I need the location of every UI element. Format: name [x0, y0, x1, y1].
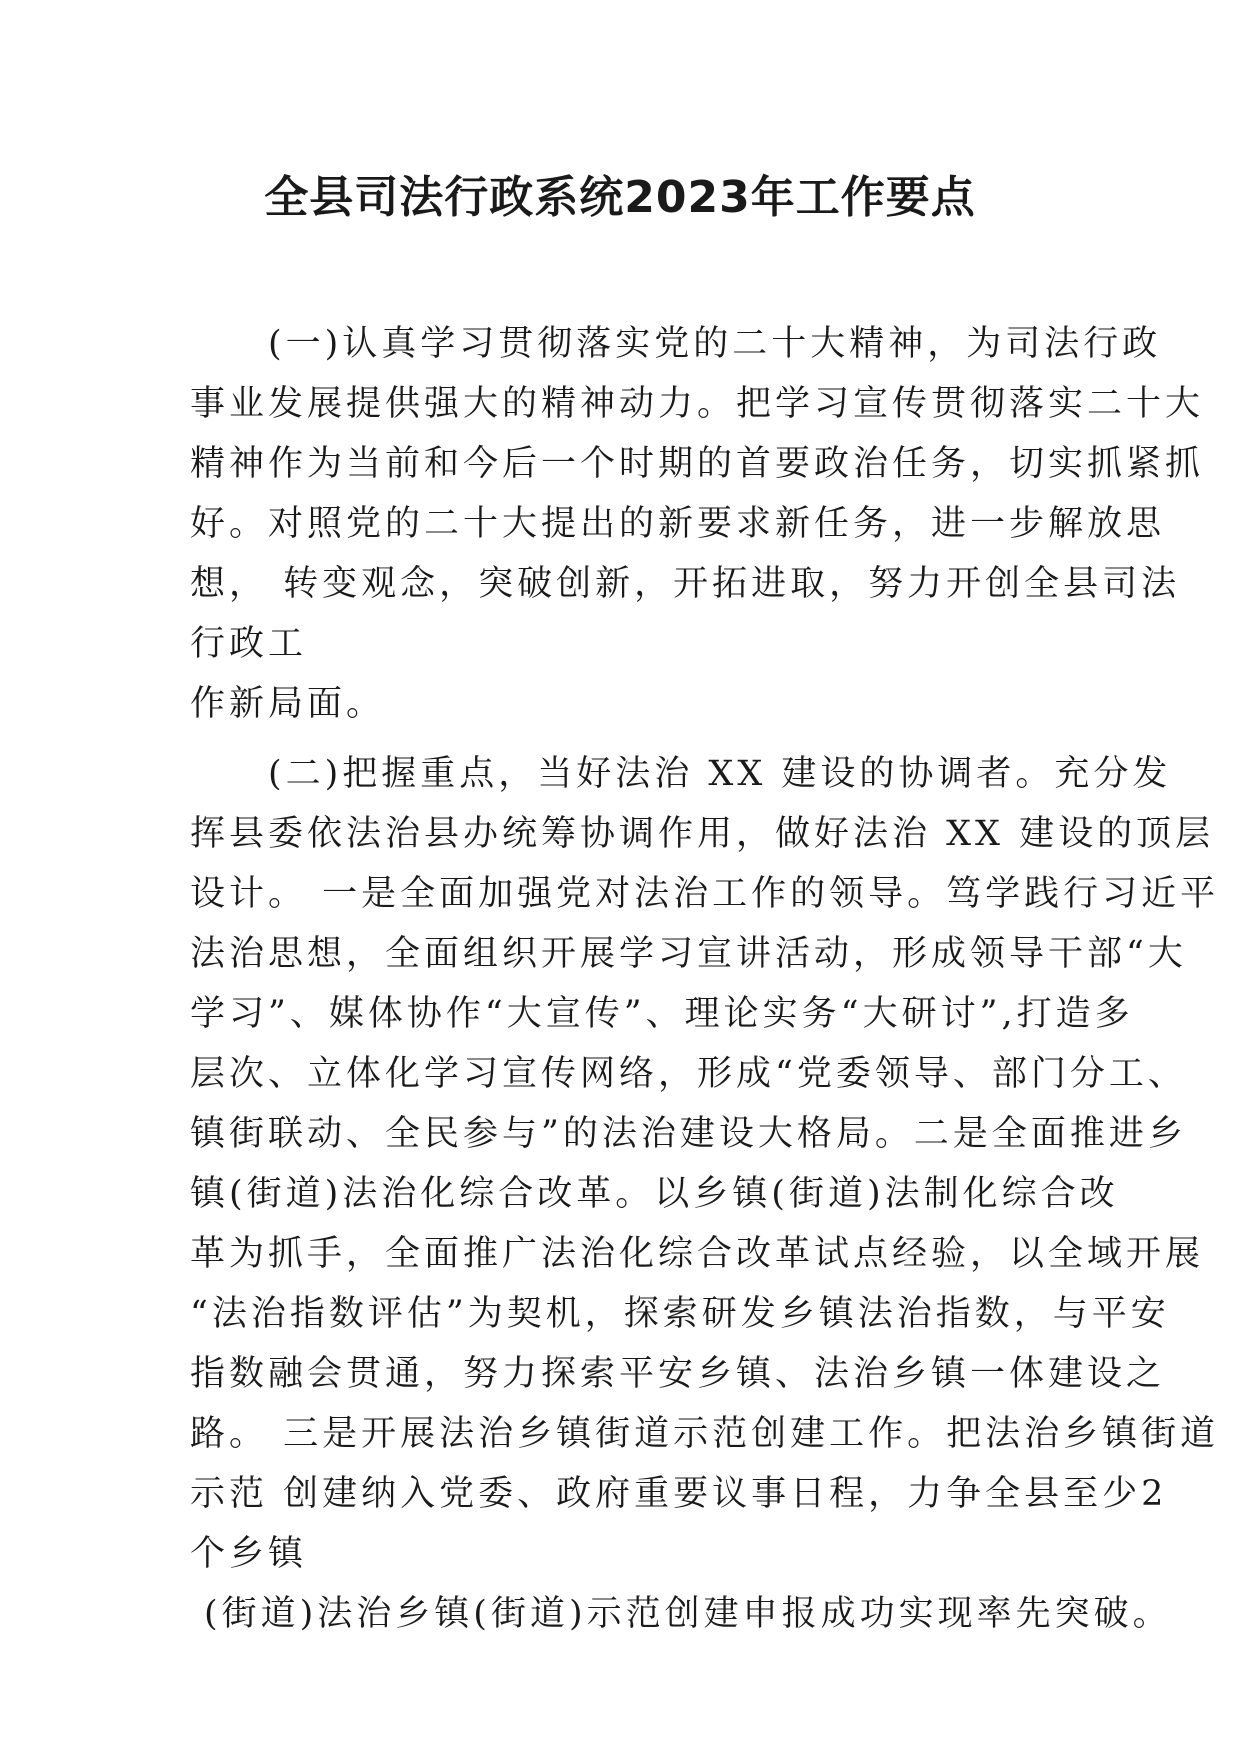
paragraph-line: 好。对照党的二十大提出的新要求新任务，进一步解放思: [190, 504, 1166, 544]
paragraph-line: 精神作为当前和今后一个时期的首要政治任务，切实抓紧抓: [190, 444, 1205, 484]
paragraph-line: 个乡镇: [190, 1534, 308, 1574]
paragraph-line: 事业发展提供强大的精神动力。把学习宣传贯彻落实二十大: [190, 384, 1205, 424]
paragraph-line: 镇街联动、全民参与”的法治建设大格局。二是全面推进乡: [190, 1114, 1187, 1154]
paragraph-line: 想， 转变观念，突破创新，开拓进取，努力开创全县司法: [190, 564, 1181, 604]
paragraph-line: 革为抓手，全面推广法治化综合改革试点经验，以全域开展: [190, 1234, 1205, 1274]
document-title: 全县司法行政系统2023年工作要点: [264, 172, 976, 223]
paragraph-line: (一)认真学习贯彻落实党的二十大精神，为司法行政: [268, 324, 1162, 364]
paragraph-1: [190, 314, 1205, 734]
paragraph-line: 示范 创建纳入党委、政府重要议事日程，力争全县至少2: [190, 1474, 1168, 1514]
paragraph-line: (二)把握重点，当好法治 XX 建设的协调者。充分发: [268, 754, 1172, 794]
paragraph-line: 镇(街道)法治化综合改革。以乡镇(街道)法制化综合改: [190, 1174, 1119, 1214]
paragraph-2: [190, 744, 1220, 1644]
paragraph-line: 法治思想，全面组织开展学习宣讲活动，形成领导干部“大: [190, 934, 1187, 974]
paragraph-line: 指数融会贯通，努力探索平安乡镇、法治乡镇一体建设之: [190, 1354, 1166, 1394]
paragraph-line: “法治指数评估”为契机，探索研发乡镇法治指数，与平安: [190, 1294, 1170, 1334]
paragraph-line: 作新局面。: [190, 684, 386, 724]
document-body: [190, 314, 1220, 1644]
paragraph-line: 设计。 一是全面加强党对法治工作的领导。笃学践行习近平: [190, 874, 1220, 914]
paragraph-gap: [190, 734, 1056, 744]
paragraph-line: 挥县委依法治县办统筹协调作用，做好法治 XX 建设的顶层: [190, 814, 1215, 854]
paragraph-line: (街道)法治乡镇(街道)示范创建申报成功实现率先突破。: [204, 1594, 1172, 1634]
paragraph-line: 路。 三是开展法治乡镇街道示范创建工作。把法治乡镇街道: [190, 1414, 1220, 1454]
paragraph-line: 行政工: [190, 624, 308, 664]
paragraph-line: 层次、立体化学习宣传网络，形成“党委领导、部门分工、: [190, 1054, 1187, 1094]
paragraph-line: 学习”、媒体协作“大宣传”、理论实务“大研讨”,打造多: [190, 994, 1134, 1034]
